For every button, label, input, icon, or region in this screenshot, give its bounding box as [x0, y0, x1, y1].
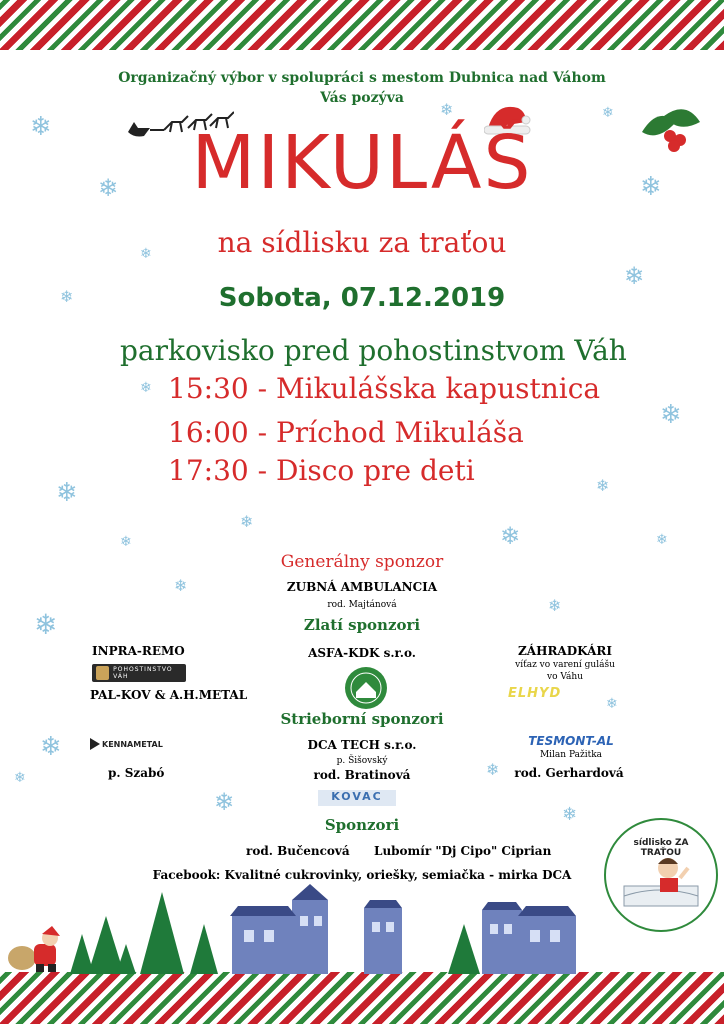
event-location: parkovisko pred pohostinstvom Váh: [120, 334, 627, 367]
tesmont-logo: TESMONT-AL: [528, 734, 614, 748]
badge-text: sídlisko ZA TRAŤOU: [633, 838, 689, 858]
kennametal-k-icon: [90, 738, 100, 750]
snowflake-icon: ❄: [660, 400, 682, 430]
zahradkari-sub2: vo Váhu: [547, 672, 583, 682]
sponsors-heading: Sponzori: [324, 816, 400, 834]
snowflake-icon: ❄: [562, 804, 578, 825]
snowflake-icon: ❄: [60, 287, 74, 306]
general-sponsor-sub: rod. Majtánová: [327, 600, 397, 610]
inpra-remo-label: INPRA-REMO: [92, 644, 185, 658]
snowflake-icon: ❄: [440, 100, 454, 119]
gold-sponsor-center: ASFA-KDK s.r.o.: [308, 646, 416, 660]
snowflake-icon: ❄: [34, 608, 58, 641]
silver-sponsor-right: rod. Gerhardová: [514, 766, 624, 780]
snowflake-icon: ❄: [214, 788, 235, 816]
snowflake-icon: ❄: [624, 262, 645, 290]
sidlisko-badge: [604, 818, 718, 932]
gold-sponsors-heading: Zlatí sponzori: [303, 616, 421, 634]
silver-sponsor-center-sub: p. Šišovský: [336, 756, 388, 766]
candy-cane-border-bottom: [0, 972, 724, 1024]
palkov-ahmetal-label: PAL-KOV & A.H.METAL: [90, 688, 248, 702]
asfa-kdk-logo: [344, 666, 388, 710]
program-item: 15:30 - Mikulášska kapustnica: [168, 372, 601, 405]
logo-emblem-icon: [96, 666, 109, 680]
snowflake-icon: ❄: [140, 246, 152, 262]
sponsor-item: Lubomír "Dj Cipo" Ciprian: [374, 844, 552, 858]
sponsor-item: rod. Bučencová: [246, 844, 350, 858]
snowflake-icon: ❄: [40, 732, 62, 762]
zahradkari-sub1: víťaz vo varení gulášu: [515, 660, 615, 670]
snowflake-icon: ❄: [240, 512, 254, 531]
snowflake-icon: ❄: [98, 174, 119, 202]
subtitle: na sídlisku za traťou: [217, 226, 507, 259]
badge-art: [606, 820, 716, 930]
program-item: 16:00 - Príchod Mikuláša: [168, 416, 524, 449]
page-title: MIKULÁŠ: [191, 120, 533, 206]
santa-icon: [6, 924, 70, 974]
snowflake-icon: ❄: [14, 770, 26, 786]
snowflake-icon: ❄: [602, 105, 614, 121]
zahradkari-label: ZÁHRADKÁRI: [518, 644, 612, 658]
elhyd-logo: ELHYD: [508, 686, 562, 701]
kennametal-logo-text: KENNAMETAL: [102, 739, 163, 749]
kennametal-logo: [90, 738, 163, 750]
snowflake-icon: ❄: [596, 476, 610, 495]
event-date: Sobota, 07.12.2019: [218, 283, 506, 313]
kovac-logo: KOVAC: [318, 790, 396, 806]
invitation-line: Vás pozýva: [320, 90, 404, 106]
silver-sponsor-center2: rod. Bratinová: [313, 768, 411, 782]
snowflake-icon: ❄: [500, 522, 521, 550]
silver-sponsors-heading: Strieborní sponzori: [280, 710, 444, 728]
candy-cane-border-top: [0, 0, 724, 50]
snowflake-icon: ❄: [140, 380, 152, 396]
program-item: 17:30 - Disco pre deti: [168, 454, 475, 487]
general-sponsor-heading: Generálny sponzor: [280, 552, 444, 572]
snowflake-icon: ❄: [640, 172, 662, 202]
organizer-line: Organizačný výbor v spolupráci s mestom Dubnica nad Váhom: [118, 70, 606, 86]
snowflake-icon: ❄: [174, 576, 188, 595]
pohostinstvo-vah-logo-text: POHOSTINSTVO VÁH: [113, 666, 173, 680]
silver-sponsor-center: DCA TECH s.r.o.: [307, 738, 417, 752]
snowflake-icon: ❄: [548, 596, 562, 615]
pohostinstvo-vah-logo: [92, 664, 186, 682]
facebook-line: Facebook: Kvalitné cukrovinky, oriešky, semiačka - mirka DCA: [152, 868, 572, 882]
snowflake-icon: ❄: [606, 696, 618, 712]
snowflake-icon: ❄: [30, 112, 52, 142]
snowflake-icon: ❄: [56, 478, 78, 508]
snowflake-icon: ❄: [120, 534, 132, 550]
snowflake-icon: ❄: [656, 532, 668, 548]
silver-sponsor-left: p. Szabó: [108, 766, 165, 780]
snowflake-icon: ❄: [486, 760, 500, 779]
tesmont-sub: Milan Pažitka: [539, 750, 603, 760]
general-sponsor-name: ZUBNÁ AMBULANCIA: [286, 580, 438, 594]
